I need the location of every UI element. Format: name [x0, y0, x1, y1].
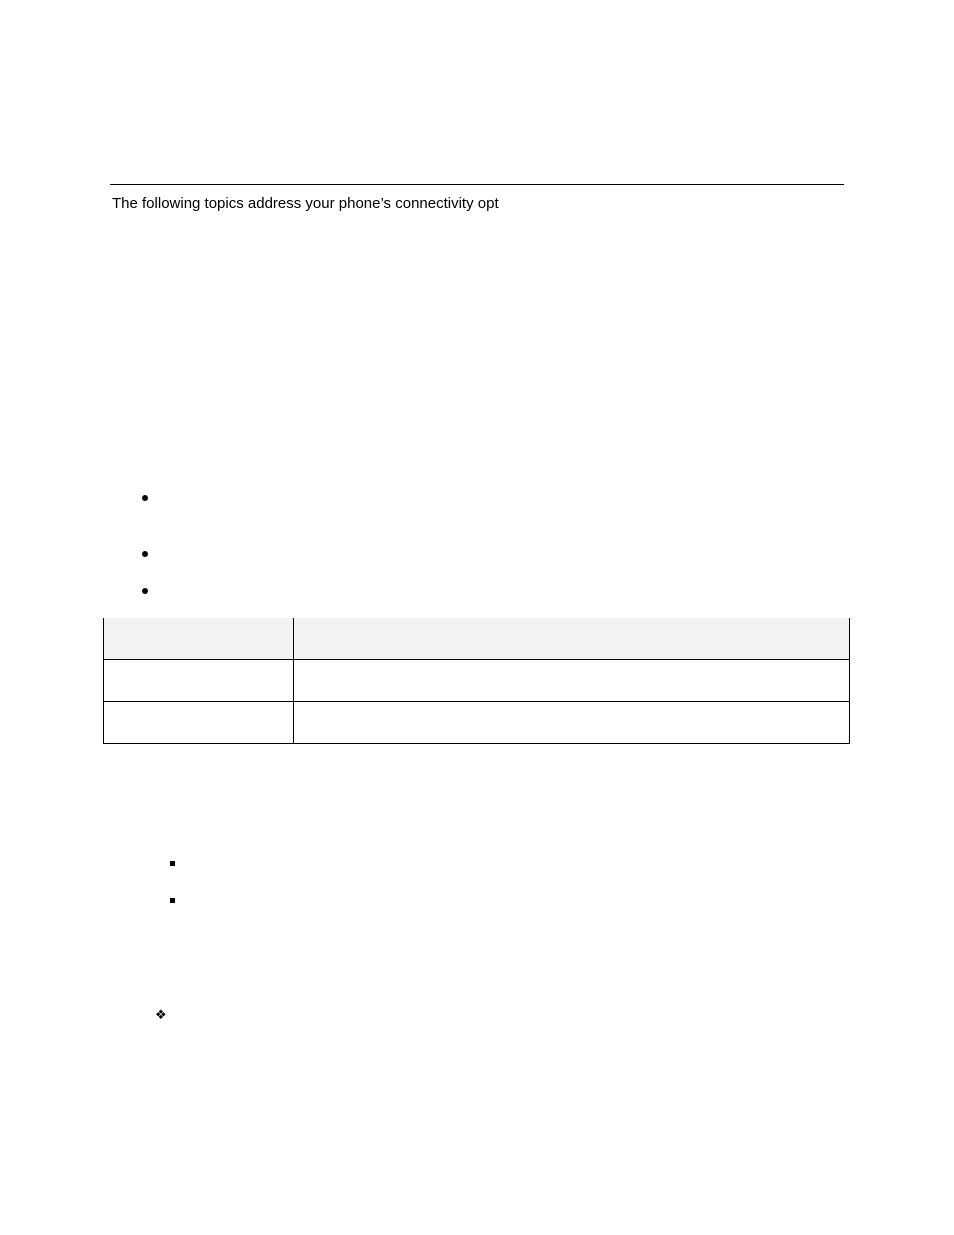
intro-paragraph: The following topics address your phone’s connectivity opt — [112, 195, 499, 212]
bullet-point — [142, 495, 148, 501]
table-row — [104, 660, 850, 702]
header-rule — [110, 184, 844, 185]
step-diamond-icon: ❖ — [155, 1007, 167, 1022]
table-row — [104, 702, 850, 744]
table-cell — [294, 702, 850, 744]
info-table — [103, 618, 850, 744]
table-header-row — [104, 618, 850, 660]
bullet-point — [142, 551, 148, 557]
sub-bullet-point — [170, 898, 175, 903]
table-cell — [294, 618, 850, 660]
bullet-point — [142, 588, 148, 594]
table-cell — [104, 618, 294, 660]
table-cell — [104, 702, 294, 744]
table-cell — [294, 660, 850, 702]
sub-bullet-point — [170, 861, 175, 866]
table-cell — [104, 660, 294, 702]
